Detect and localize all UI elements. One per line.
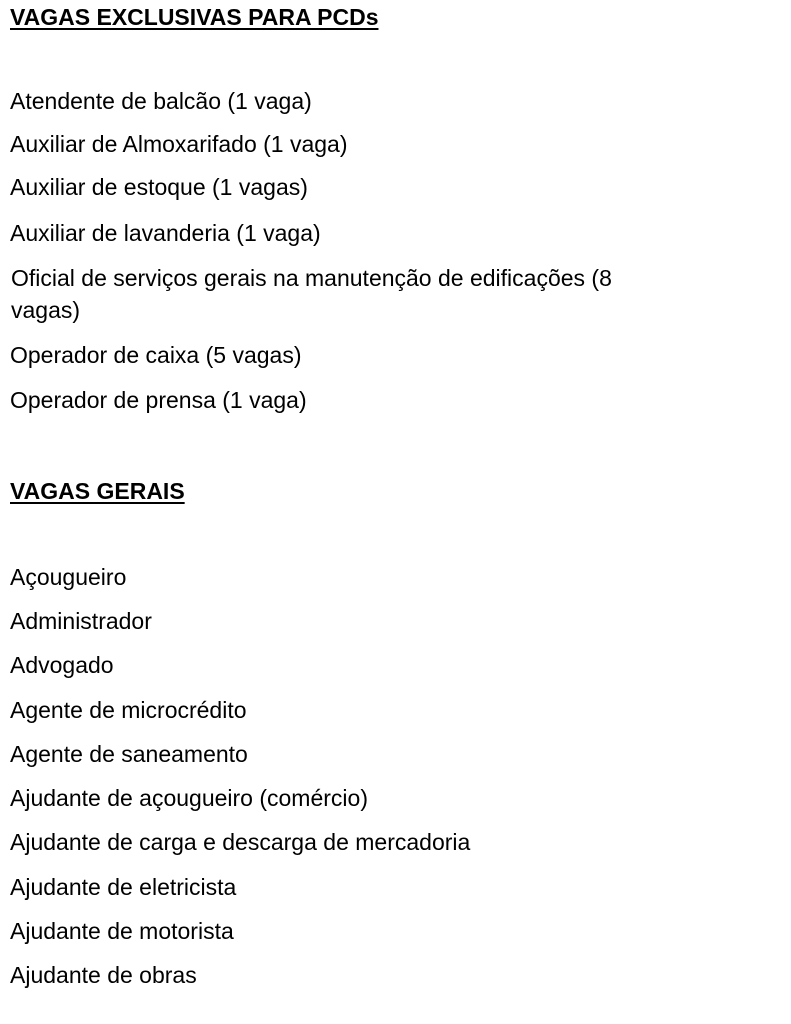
section-heading-gerais: VAGAS GERAIS: [10, 478, 185, 504]
list-item: Ajudante de motorista: [10, 918, 234, 944]
list-item: Auxiliar de estoque (1 vagas): [10, 174, 308, 200]
list-item: Advogado: [10, 652, 114, 678]
list-item: Auxiliar de Almoxarifado (1 vaga): [10, 131, 348, 157]
list-item: Ajudante de obras: [10, 962, 197, 988]
list-item: Atendente de balcão (1 vaga): [10, 88, 312, 114]
list-item: Administrador: [10, 608, 152, 634]
section-heading-pcd: VAGAS EXCLUSIVAS PARA PCDs: [10, 4, 379, 30]
list-item: Agente de saneamento: [10, 741, 248, 767]
list-item: Operador de prensa (1 vaga): [10, 387, 307, 413]
list-item: Operador de caixa (5 vagas): [10, 342, 302, 368]
list-item: Auxiliar de lavanderia (1 vaga): [10, 220, 321, 246]
list-item: Ajudante de eletricista: [10, 874, 237, 900]
list-item: Oficial de serviços gerais na manutenção de edificações (8 vagas): [11, 265, 612, 323]
list-item: Ajudante de açougueiro (comércio): [10, 785, 368, 811]
list-item: Açougueiro: [10, 564, 127, 590]
list-item: Ajudante de carga e descarga de mercadoria: [10, 829, 471, 855]
list-item: Agente de microcrédito: [10, 697, 247, 723]
